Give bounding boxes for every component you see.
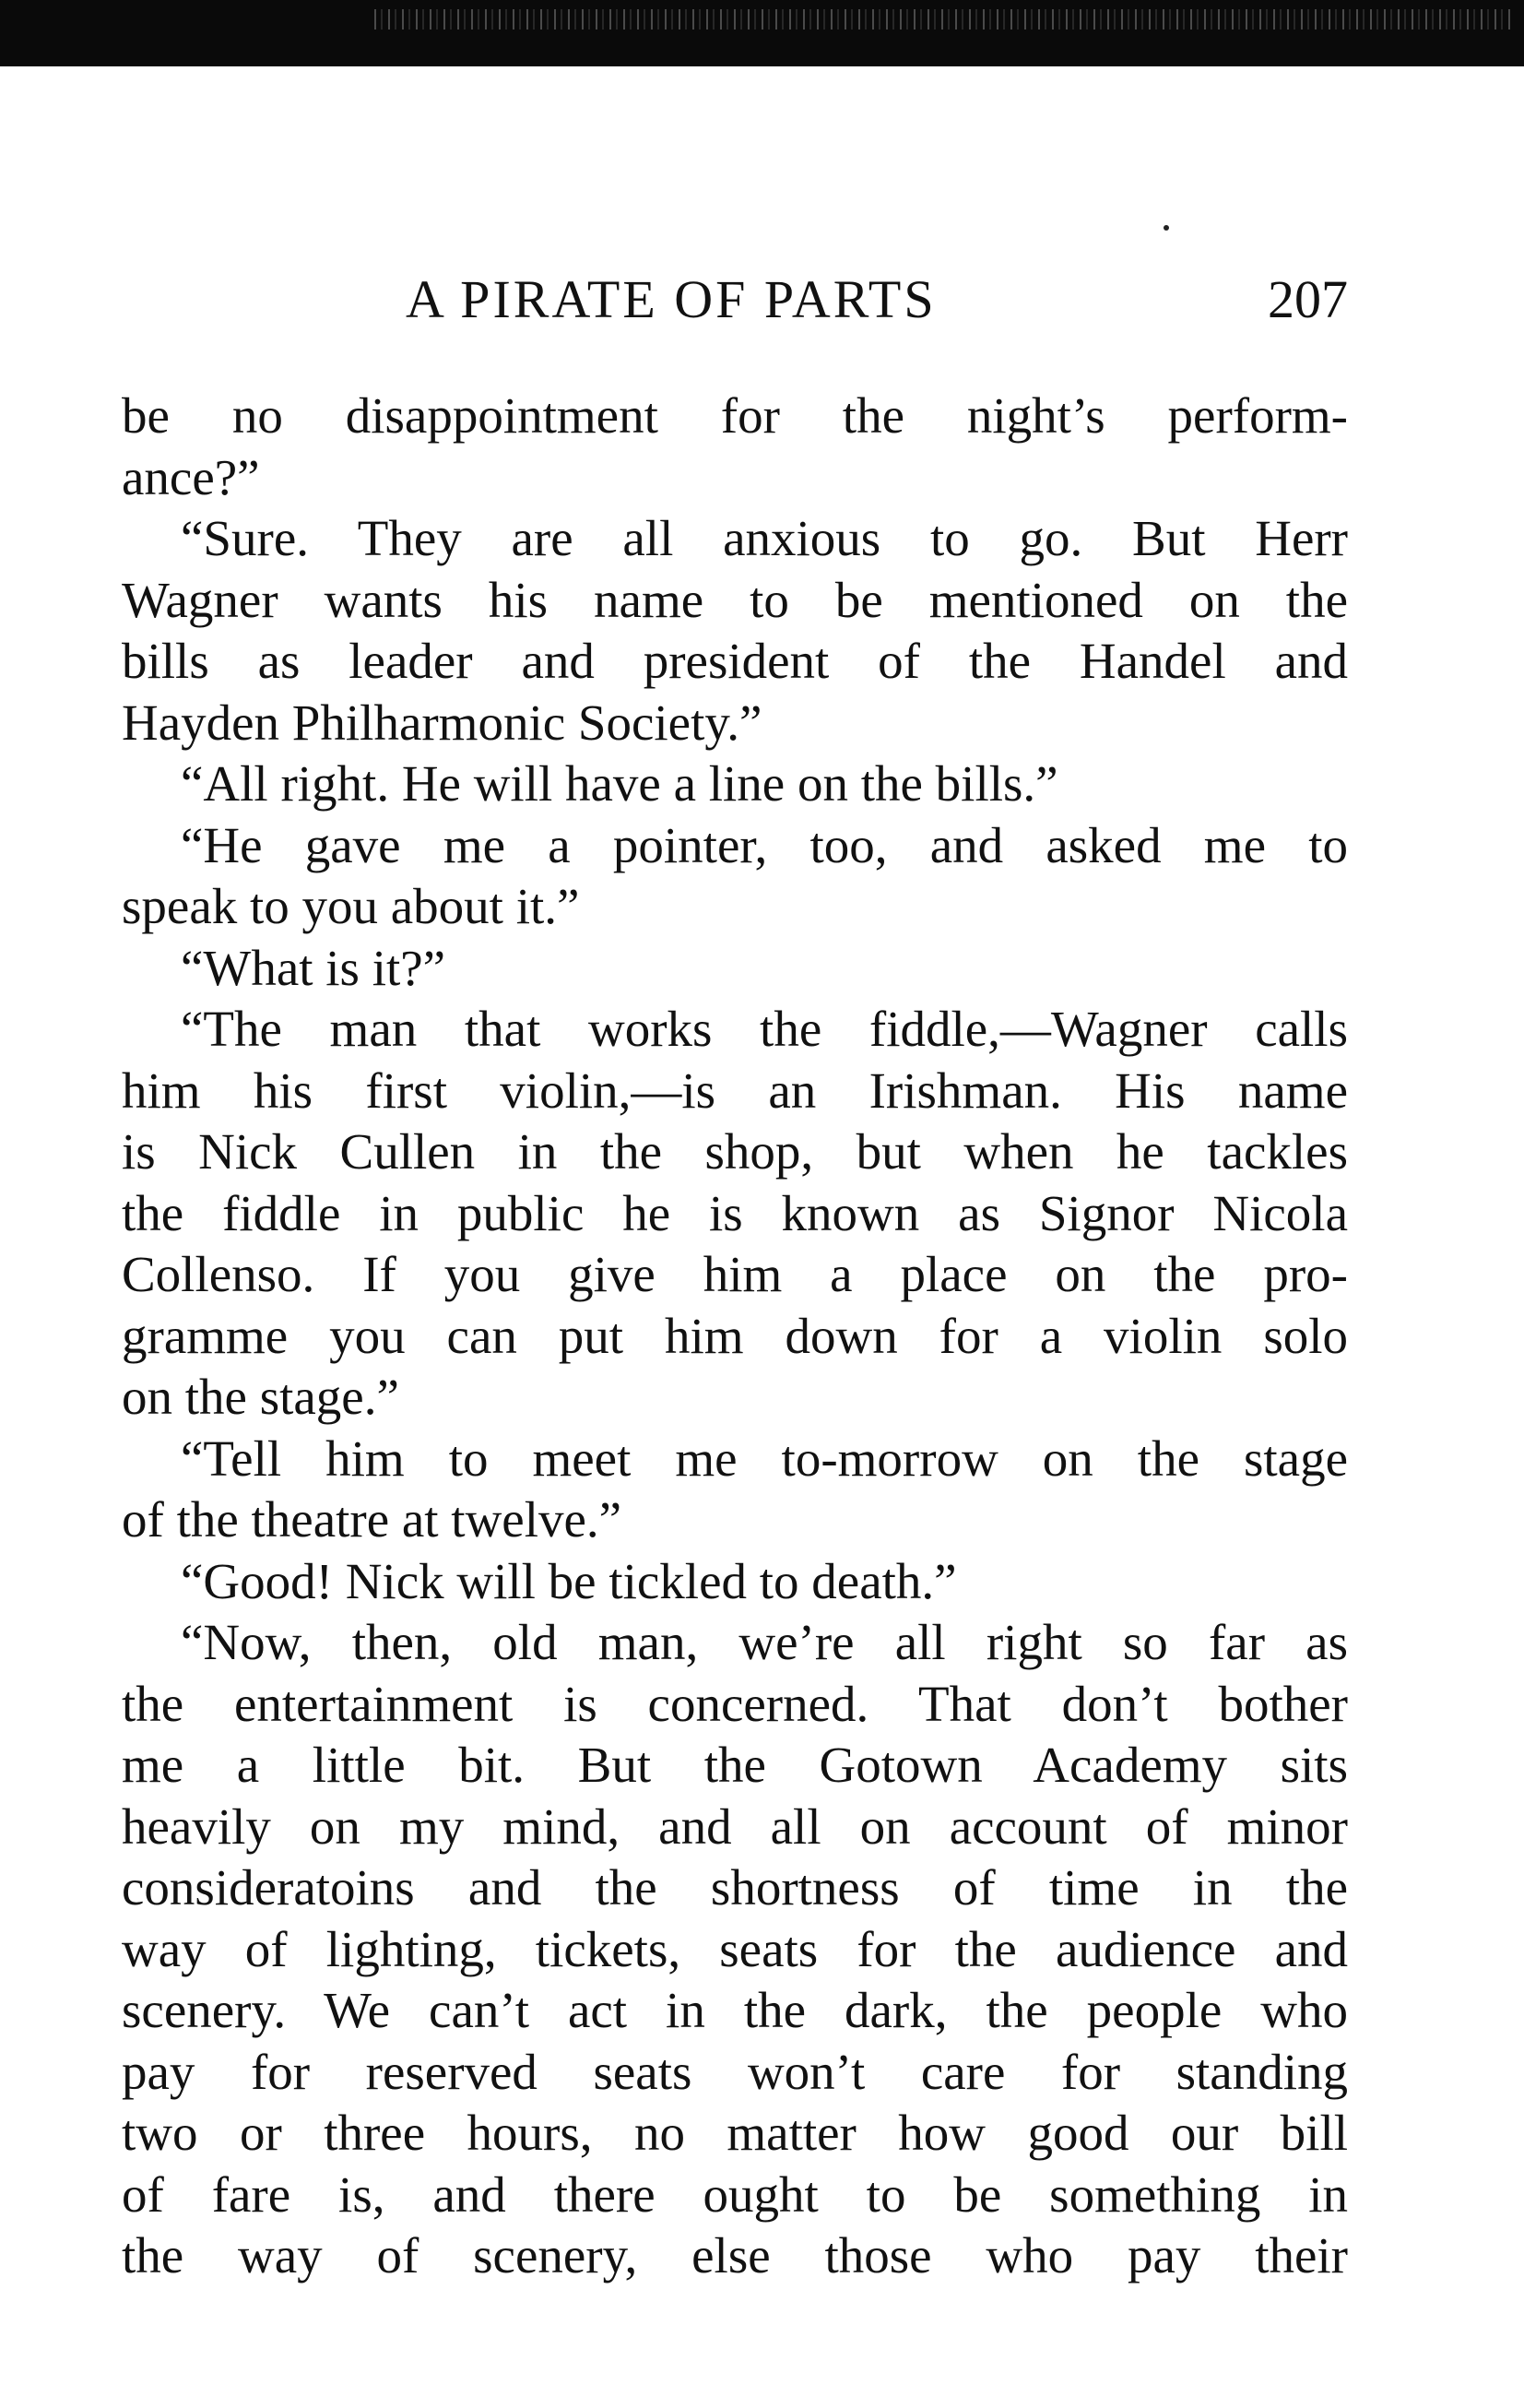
- scan-speck: [1164, 225, 1169, 231]
- text-line: the fiddle in public he is known as Signor Nicola: [122, 1184, 1348, 1241]
- running-head-title: A PIRATE OF PARTS: [406, 269, 937, 329]
- text-line: be no disappointment for the night’s perform-: [122, 387, 1348, 444]
- text-line: bills as leader and president of the Handel and: [122, 633, 1348, 689]
- text-line: me a little bit. But the Gotown Academy sits: [122, 1737, 1348, 1793]
- text-line: the entertainment is concerned. That don’t bother: [122, 1675, 1348, 1732]
- running-head: [122, 263, 1348, 337]
- text-line: “Sure. They are all anxious to go. But Herr: [181, 510, 1348, 566]
- text-line: on the stage.”: [122, 1369, 399, 1425]
- text-line: of the theatre at twelve.”: [122, 1491, 622, 1548]
- text-line: heavily on my mind, and all on account of minor: [122, 1797, 1348, 1855]
- text-line: Hayden Philharmonic Society.”: [122, 694, 762, 751]
- text-line: two or three hours, no matter how good our bill: [122, 2105, 1348, 2161]
- text-line: of fare is, and there ought to be something in: [122, 2165, 1348, 2223]
- text-line: way of lighting, tickets, seats for the audience and: [122, 1920, 1348, 1977]
- body-text: [122, 386, 1348, 2287]
- text-line: ance?”: [122, 448, 260, 505]
- text-line: scenery. We can’t act in the dark, the people who: [122, 1982, 1348, 2038]
- text-line: the way of scenery, else those who pay their: [122, 2227, 1348, 2283]
- text-line: pay for reserved seats won’t care for standing: [122, 2043, 1348, 2100]
- text-line: “He gave me a pointer, too, and asked me to: [181, 816, 1348, 873]
- text-line: “Good! Nick will be tickled to death.”: [181, 1552, 957, 1609]
- text-line: Wagner wants his name to be mentioned on the: [122, 571, 1348, 628]
- text-line: “Tell him to meet me to-morrow on the stage: [181, 1429, 1348, 1487]
- scan-edge-bar: [0, 0, 1524, 66]
- text-line: consideratoins and the shortness of time in the: [122, 1859, 1348, 1916]
- text-line: speak to you about it.”: [122, 878, 580, 934]
- text-line: “What is it?”: [181, 939, 446, 996]
- text-line: Collenso. If you give him a place on the pro-: [122, 1246, 1348, 1302]
- text-line: “The man that works the fiddle,—Wagner calls: [181, 1001, 1348, 1057]
- text-line: him his first violin,—is an Irishman. His name: [122, 1062, 1348, 1119]
- text-line: “Now, then, old man, we’re all right so far as: [181, 1614, 1348, 1670]
- text-line: gramme you can put him down for a violin solo: [122, 1307, 1348, 1364]
- text-line: “All right. He will have a line on the bills.”: [181, 755, 1058, 812]
- text-line: is Nick Cullen in the shop, but when he tackles: [122, 1123, 1348, 1180]
- page-number: 207: [1268, 269, 1348, 329]
